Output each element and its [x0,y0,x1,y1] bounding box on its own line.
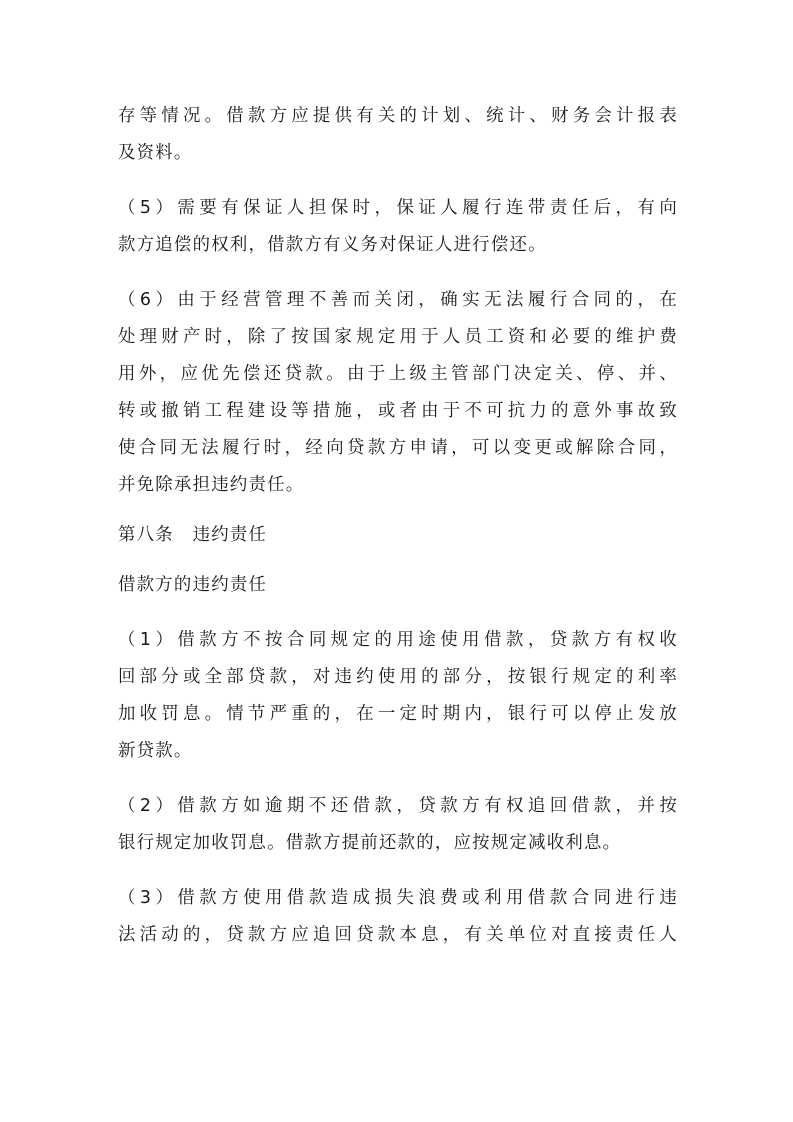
text-line: 加收罚息。情节严重的，在一定时期内，银行可以停止发放 [118,704,678,724]
text-line: 存等情况。借款方应提供有关的计划、统计、财务会计报表 [118,106,678,126]
paragraph-info-provision [118,98,678,172]
text-line: （1）借款方不按合同规定的用途使用借款，贷款方有权收 [118,630,678,650]
paragraph-misuse-clause [118,622,678,770]
text-line: 并免除承担违约责任。 [118,475,305,495]
text-line: 法活动的，贷款方应追回贷款本息，有关单位对直接责任人 [118,925,678,945]
text-line: 及资料。 [118,143,193,163]
text-line: （6）由于经营管理不善而关闭，确实无法履行合同的，在 [118,290,678,310]
text-line: 使合同无法履行时，经向贷款方申请，可以变更或解除合同， [118,438,678,458]
text-line: 新贷款。 [118,741,193,761]
section-heading-article-8 [118,517,678,554]
subheading-borrower-liability [118,567,678,604]
text-line: 转或撤销工程建设等措施，或者由于不可抗力的意外事故致 [118,401,678,421]
text-line: 用外，应优先偿还贷款。由于上级主管部门决定关、停、并、 [118,364,678,384]
document-body [118,98,678,954]
text-line: （5）需要有保证人担保时，保证人履行连带责任后，有向 [118,198,678,218]
text-line: 回部分或全部贷款，对违约使用的部分，按银行规定的利率 [118,667,678,687]
text-line: （2）借款方如逾期不还借款，贷款方有权追回借款，并按 [118,796,678,816]
text-line: 款方追偿的权利，借款方有义务对保证人进行偿还。 [118,235,547,255]
text-line: 借款方的违约责任 [118,575,268,595]
paragraph-overdue-clause [118,788,678,862]
paragraph-guarantor-clause [118,190,678,264]
text-line: 第八条 违约责任 [118,525,268,545]
paragraph-illegal-use-clause [118,880,678,954]
paragraph-closure-clause [118,282,678,504]
text-line: （3）借款方使用借款造成损失浪费或利用借款合同进行违 [118,888,678,908]
text-line: 银行规定加收罚息。借款方提前还款的，应按规定减收利息。 [118,833,622,853]
text-line: 处理财产时，除了按国家规定用于人员工资和必要的维护费 [118,327,678,347]
